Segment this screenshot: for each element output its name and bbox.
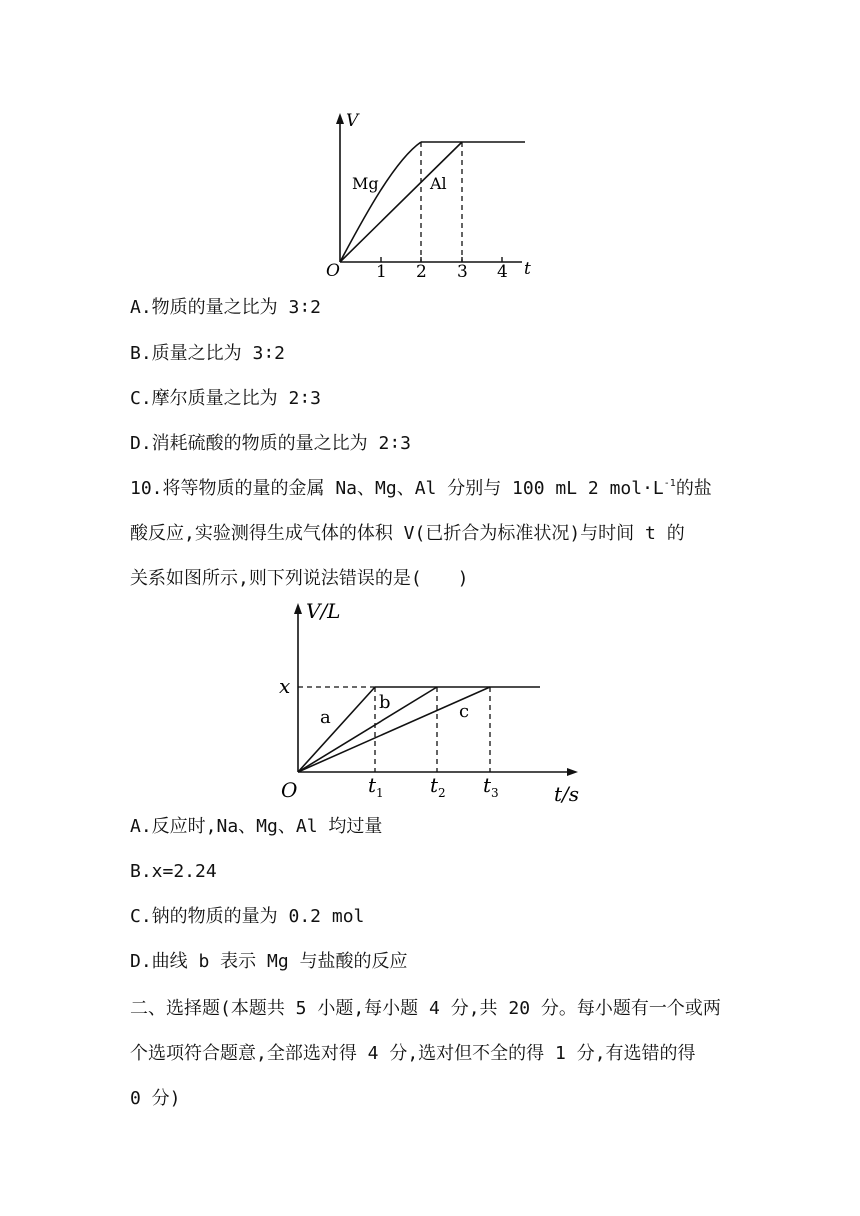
chart2-label-c: c xyxy=(459,701,470,722)
chart1-label-mg: Mg xyxy=(352,174,379,193)
q10-option-d: D.曲线 b 表示 Mg 与盐酸的反应 xyxy=(130,951,408,972)
chart2-x-label: t/s xyxy=(554,782,580,806)
q9-option-d: D.消耗硫酸的物质的量之比为 2∶3 xyxy=(130,433,412,454)
y-axis-arrow xyxy=(336,113,344,124)
q10-option-c: C.钠的物质的量为 0.2 mol xyxy=(130,906,365,927)
q10-option-b: B.x=2.24 xyxy=(130,861,217,882)
chart2-t2-sub: 2 xyxy=(438,786,446,800)
line-b xyxy=(298,687,437,772)
q10-stem-sup: -1 xyxy=(663,478,676,489)
section2-line2: 个选项符合题意,全部选对得 4 分,选对但不全的得 1 分,有选错的得 xyxy=(130,1043,696,1064)
chart-mg-al xyxy=(0,0,860,290)
chart2-y-tick-x: x xyxy=(279,674,291,698)
al-line xyxy=(340,142,462,262)
chart2-t2-t: t xyxy=(430,773,439,797)
chart2-t3-t: t xyxy=(483,773,492,797)
chart2-t3 xyxy=(483,773,499,800)
q10-stem-line1-b: 的盐 xyxy=(675,478,712,499)
q10-stem-line1-a: 10.将等物质的量的金属 Na、Mg、Al 分别与 100 mL 2 mol·L xyxy=(130,478,664,499)
line-c xyxy=(298,687,490,772)
chart1-tick-label-2: 2 xyxy=(416,262,427,282)
chart2-t3-sub: 3 xyxy=(491,786,499,800)
y-axis-2-arrow xyxy=(294,603,302,614)
q10-stem-line3: 关系如图所示,则下列说法错误的是( ) xyxy=(130,568,469,589)
chart1-origin: O xyxy=(326,261,340,281)
chart1-tick-label-1: 1 xyxy=(376,262,387,282)
line-a xyxy=(298,687,375,772)
chart-abc xyxy=(0,595,860,815)
chart1-tick-label-4: 4 xyxy=(497,262,508,282)
q10-stem-line1 xyxy=(130,477,712,501)
mg-curve xyxy=(340,142,421,262)
chart2-origin: O xyxy=(281,778,298,802)
q10-stem-line2: 酸反应,实验测得生成气体的体积 V(已折合为标准状况)与时间 t 的 xyxy=(130,523,685,544)
q10-option-a: A.反应时,Na、Mg、Al 均过量 xyxy=(130,816,383,837)
q9-option-c: C.摩尔质量之比为 2∶3 xyxy=(130,388,322,409)
chart1-tick-label-3: 3 xyxy=(457,262,468,282)
chart2-t1-t: t xyxy=(368,773,377,797)
chart2-y-label: V/L xyxy=(306,599,341,623)
chart1-y-label: V xyxy=(346,111,359,131)
section2-line1: 二、选择题(本题共 5 小题,每小题 4 分,共 20 分。每小题有一个或两 xyxy=(130,998,721,1019)
q9-option-b: B.质量之比为 3∶2 xyxy=(130,343,286,364)
q9-option-a: A.物质的量之比为 3∶2 xyxy=(130,297,322,318)
x-axis-2-arrow xyxy=(567,768,578,776)
chart2-label-a: a xyxy=(320,707,331,728)
chart2-t1 xyxy=(368,773,384,800)
chart2-t1-sub: 1 xyxy=(376,786,384,800)
chart2-label-b: b xyxy=(379,692,391,713)
section2-line3: 0 分) xyxy=(130,1088,181,1109)
chart1-label-al: Al xyxy=(430,174,447,193)
chart2-t2 xyxy=(430,773,446,800)
chart1-x-label: t xyxy=(524,259,531,279)
